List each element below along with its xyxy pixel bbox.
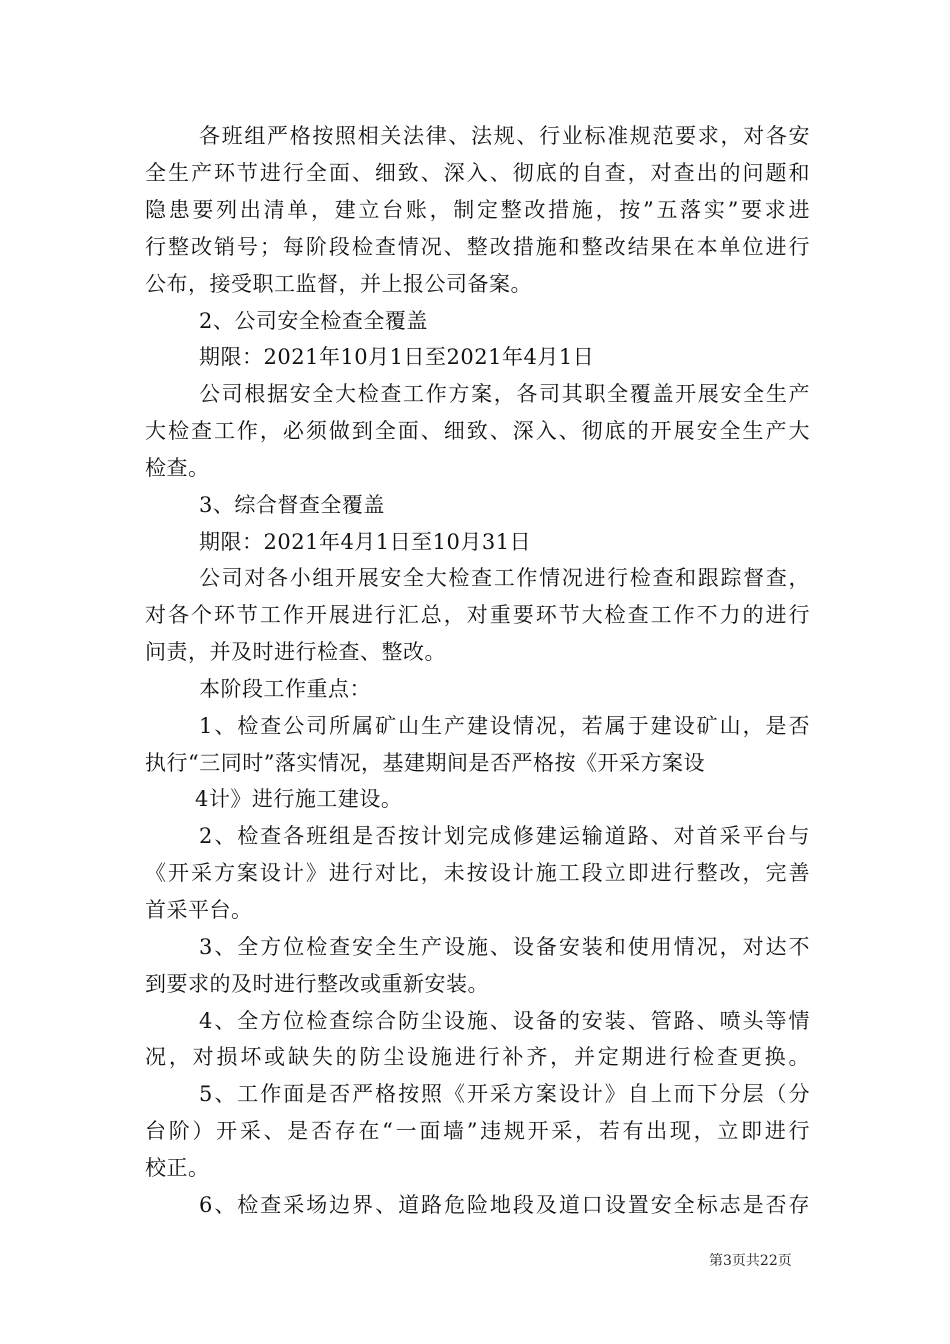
list-item-line: 校正。: [145, 1156, 210, 1180]
list-item-line: 1、检查公司所属矿山生产建设情况，若属于建设矿山，是否: [199, 714, 810, 738]
paragraph-line: 对各个环节工作开展进行汇总，对重要环节大检查工作不力的进行: [145, 603, 810, 627]
list-item-line: 《开采方案设计》进行对比，未按设计施工段立即进行整改，完善: [145, 861, 810, 885]
period-line: 期限：2021年4月1日至10月31日: [199, 530, 532, 554]
section-heading: 3、综合督查全覆盖: [199, 493, 385, 517]
section-heading: 2、公司安全检查全覆盖: [199, 309, 428, 333]
list-item-line: 执行“三同时”落实情况，基建期间是否严格按《开采方案设: [145, 751, 705, 775]
paragraph-line: 隐患要列出清单，建立台账，制定整改措施，按”五落实”要求进: [145, 198, 810, 222]
list-item-line: 台阶）开采、是否存在“一面墙”违规开采，若有出现，立即进行: [145, 1119, 810, 1143]
paragraph-line: 行整改销号；每阶段检查情况、整改措施和整改结果在本单位进行: [145, 235, 810, 259]
paragraph-line: 公司对各小组开展安全大检查工作情况进行检查和跟踪督查，: [199, 566, 810, 590]
list-item-line: 2、检查各班组是否按计划完成修建运输道路、对首采平台与: [199, 824, 810, 848]
period-line: 期限：2021年10月1日至2021年4月1日: [199, 345, 595, 369]
list-item-line: 首采平台。: [145, 898, 253, 922]
paragraph-line: 检查。: [145, 456, 210, 480]
paragraph-line: 公司根据安全大检查工作方案，各司其职全覆盖开展安全生产: [199, 382, 810, 406]
paragraph-line: 公布，接受职工监督，并上报公司备案。: [145, 272, 532, 296]
paragraph-line: 大检查工作，必须做到全面、细致、深入、彻底的开展安全生产大: [145, 419, 810, 443]
list-item-line: 3、全方位检查安全生产设施、设备安装和使用情况，对达不: [199, 935, 810, 959]
list-item-line: 4计》进行施工建设。: [195, 787, 403, 811]
section-heading: 本阶段工作重点：: [199, 677, 371, 701]
paragraph-line: 问责，并及时进行检查、整改。: [145, 640, 446, 664]
paragraph-line: 各班组严格按照相关法律、法规、行业标准规范要求，对各安: [199, 124, 810, 148]
page-number: 第3页共22页: [709, 1253, 792, 1269]
list-item-line: 4、全方位检查综合防尘设施、设备的安装、管路、喷头等情: [199, 1009, 810, 1033]
paragraph-line: 全生产环节进行全面、细致、深入、彻底的自查，对查出的问题和: [145, 161, 810, 185]
list-item-line: 6、检查采场边界、道路危险地段及道口设置安全标志是否存: [199, 1193, 810, 1217]
list-item-line: 况，对损坏或缺失的防尘设施进行补齐，并定期进行检查更换。: [145, 1045, 810, 1069]
list-item-line: 5、工作面是否严格按照《开采方案设计》自上而下分层（分: [199, 1082, 810, 1106]
list-item-line: 到要求的及时进行整改或重新安装。: [145, 972, 489, 996]
